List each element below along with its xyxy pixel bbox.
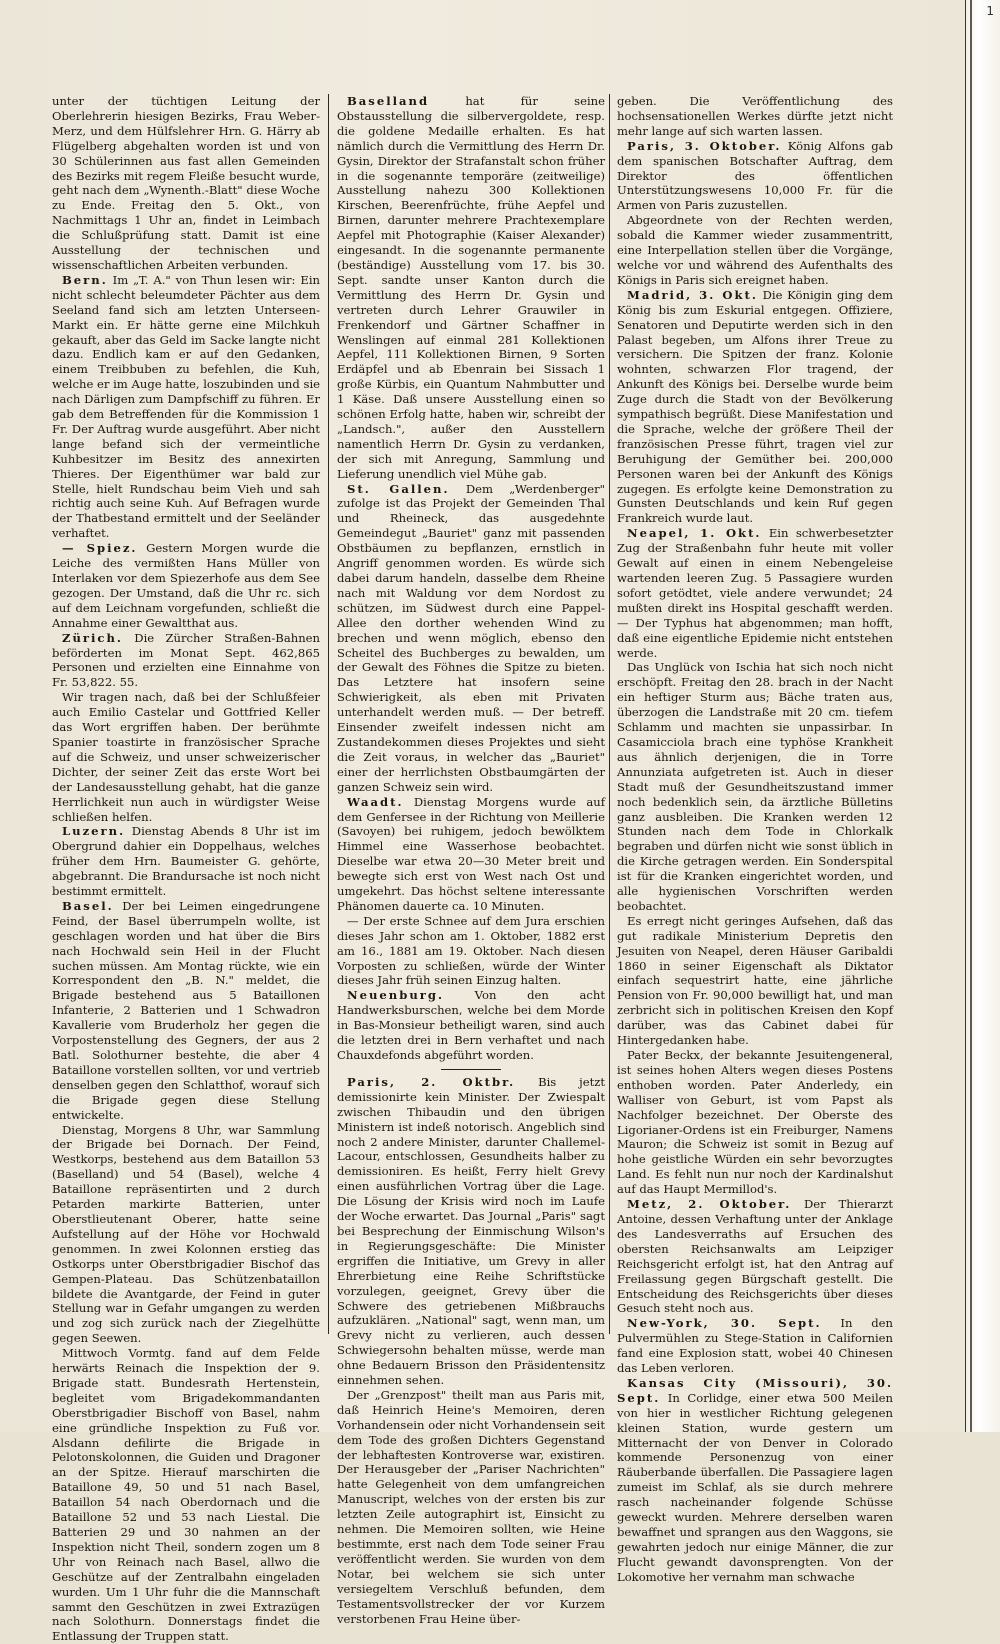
article-paragraph: [617, 1376, 893, 1585]
article-text: Der bei Leimen eingedrungene Feind, der Basel überrumpeln wollte, ist geschlagen worden und hat über die Birs nach Hochwald sein Heil in der Flucht suchen müssen. Am Montag rückte, wie ein Korrespondent den „B. N." meldet, die Brigade bestehend aus 5 Bataillonen Infanterie, 2 Batterien und 1 Schwadron Kavallerie vom Bruderholz her gegen die Vorpostenstellung des Gegners, der aus 2 Batl. Solothurner bestehte, die aber 4 Bataillone vorstellen sollten, vor und vertrieb denselben gegen den Schlatthof, worauf sich die Brigade gegen diese Stellung entwickelte.: [52, 898, 320, 1122]
article-dateline: Paris, 2. Oktbr.: [347, 1074, 516, 1089]
article-dateline: Kansas City (Missouri), 30. Sept.: [617, 1375, 893, 1405]
article-dateline: Neapel, 1. Okt.: [627, 526, 762, 541]
article-text: Bis jetzt demissionirte kein Minister. Der Zwiespalt zwischen Thibaudin und den übrigen Ministern ist indeß notorisch. Angeblich sind noch 2 andere Minister, darunter Challemel-Lacour, entschlossen, Gesundheits halber zu demissioniren. Es heißt, Ferry hielt Grevy einen ausführlichen Vortrag über die Lage. Die Lösung der Krisis wird noch im Laufe der Woche erwartet. Das Journal „Paris" sagt bei Besprechung der Einmischung Wilson's in Regierungsgeschäfte: Die Minister ergriffen die Initiative, um Grevy in aller Ehrerbietung eine Reihe Schriftstücke vorzulegen, geeignet, Grevy über die Schwere des getriebenen Mißbrauchs aufzuklären. „National" sagt, wenn man, um Grevy nicht zu verlieren, auch dessen Schwiegersohn behalten müsse, werde man ohne Bedauern Brisson den Präsidentensitz einnehmen sehen.: [337, 1074, 605, 1388]
article-text: unter der tüchtigen Leitung der Oberlehrerin hiesigen Bezirks, Frau Weber-Merz, und dem Hülfslehrer Hrn. G. Härry ab Flügelberg abgehalten worden ist und von 30 Schülerinnen aus fast allen Gemeinden des Bezirks mit regem Fleiße besucht wurde, geht nach dem „Wynenth.-Blatt" diese Woche zu Ende. Freitag den 5. Okt., von Nachmittags 1 Uhr an, findet in Leimbach die Schlußprüfung statt. Damit ist eine Ausstellung der technischen und wissenschaftlichen Arbeiten verbunden.: [52, 94, 320, 272]
article-dateline: Madrid, 3. Okt.: [627, 287, 758, 302]
article-paragraph: [337, 795, 605, 914]
corner-mark: 1: [986, 4, 994, 18]
article-text: König Alfons gab dem spanischen Botschafter Auftrag, dem Direktor des öffentlichen Unterstützungswesens 10,000 Fr. für die Armen von Paris zuzustellen.: [617, 138, 893, 213]
article-text: Die Königin ging dem König bis zum Eskurial entgegen. Offiziere, Senatoren und Deputirte werden sich in den Palast begeben, um Alfons ihrer Treue zu versichern. Die Spitzen der franz. Kolonie wohnten, schwarzen Flor tragend, der Ankunft des Königs bei. Derselbe wurde beim Zuge durch die Stadt von der Bevölkerung sympathisch begrüßt. Diese Manifestation und die Sprache, welche der größere Theil der französischen Presse führt, tragen viel zur Beruhigung der Gemüther bei. 200,000 Personen waren bei der Ankunft des Königs zugegen. Es erfolgte keine Demonstration zu Gunsten Deutschlands und kein Ruf gegen Frankreich wurde laut.: [617, 287, 893, 526]
article-paragraph: [52, 273, 320, 541]
article-text: In Corlidge, einer etwa 500 Meilen von hier in westlicher Richtung gelegenen kleinen Station, wurde gestern um Mitternacht der von Denver in Colorado kommende Personenzug von einer Räuberbande überfallen. Die Passagiere lagen zumeist im Schlaf, als sie durch mehrere rasch nacheinander folgende Schüsse geweckt wurden. Mehrere derselben waren bewaffnet und sprangen aus den Waggons, sie gewahrten jedoch nur einige Männer, die zur Flucht gewandt davonsprengten. Von der Lokomotive her vernahm man schwache: [617, 1390, 894, 1584]
article-text: Im „T. A." von Thun lesen wir: Ein nicht schlecht beleumdeter Pächter aus dem Seeland fand sich am letzten Unterseen-Markt ein. Er hätte gerne eine Milchkuh gekauft, aber das Geld im Sacke langte nicht dazu. Endlich kam er auf den Gedanken, einem Treibbuben zu befehlen, die Kuh, welche er im Auge hatte, loszubinden und sie nach Därligen zum Dampfschiff zu führen. Er gab dem Betreffenden für die Kommission 1 Fr. Der Auftrag wurde ausgeführt. Aber nicht lange befand sich der vermeintliche Kuhbesitzer im Besitz des annexirten Thieres. Der Eigenthümer war bald zur Stelle, hielt Rundschau beim Vieh und sah richtig auch seine Kuh. Auf Befragen wurde der Thatbestand ermittelt und der Seeländer verhaftet.: [52, 272, 321, 541]
article-text: Dienstag, Morgens 8 Uhr, war Sammlung der Brigade bei Dornach. Der Feind, Westkorps, bestehend aus dem Bataillon 53 (Baselland) und 54 (Basel), welche 4 Bataillone repräsentirten und 2 durch Petarden markirte Batterien, unter Oberstlieutenant Oberer, hatte seine Aufstellung auf der Höhe vor Hochwald genommen. In zwei Kolonnen erstieg das Ostkorps unter Oberstbrigadier Bischof das Gempen-Plateau. Das Schützenbataillon bildete die Avantgarde, der Feind in guter Stellung war in Gefahr umgangen zu werden und zog sich zurück nach der Ziegelhütte gegen Seewen.: [52, 1122, 320, 1346]
article-text: Gestern Morgen wurde die Leiche des vermißten Hans Müller von Interlaken vor dem Spiezerhofe aus dem See gezogen. Der Umstand, daß die Uhr rc. sich auf dem Leichnam vorgefunden, schließt die Annahme einer Gewaltthat aus.: [52, 541, 321, 630]
article-dateline: — Spiez.: [62, 541, 138, 556]
article-dateline: Zürich.: [62, 630, 123, 645]
article-text: geben. Die Veröffentlichung des hochsensationellen Werkes dürfte jetzt nicht mehr lange auf sich warten lassen.: [617, 94, 893, 138]
article-paragraph: [337, 1075, 605, 1388]
article-paragraph: [617, 213, 893, 288]
article-dateline: Neuenburg.: [347, 988, 444, 1003]
page-edge: [965, 0, 1000, 1432]
article-text: — Der erste Schnee auf dem Jura erschien dieses Jahr schon am 1. Oktober, 1882 erst am 16., 1881 am 19. Oktober. Nach diesen Vorposten zu schließen, würde der Winter dieses Jahr früh seinen Einzug halten.: [337, 913, 605, 988]
article-paragraph: [617, 660, 893, 913]
column-rule-2: [609, 94, 610, 1334]
article-dateline: Metz, 2. Oktober.: [627, 1197, 792, 1212]
article-paragraph: [52, 94, 320, 273]
article-text: Das Unglück von Ischia hat sich noch nicht erschöpft. Freitag den 28. brach in der Nacht ein heftiger Sturm aus; Bäche traten aus, überzogen die Landstraße mit 20 cm. tiefem Schlamm und machten sie unpassirbar. In Casamicciola brach eine typhöse Krankheit aus ähnlich derjenigen, die in Torre Annunziata aufgetreten ist. Auch in dieser Stadt muß der Gesundheitszustand immer noch bedenklich sein, da ärztliche Bülletins ganz ausbleiben. Die Kranken werden 12 Stunden nach dem Tode in Chlorkalk begraben und dürfen nicht wie sonst üblich in die Kirche getragen werden. Ein Sonderspital ist für die Kranken eingerichtet worden, und alle hygienischen Vorschriften werden beobachtet.: [617, 660, 893, 913]
article-paragraph: [337, 914, 605, 989]
article-text: Die Zürcher Straßen-Bahnen beförderten im Monat Sept. 462,865 Personen und erzielten eine Einnahme von Fr. 53,822. 55.: [52, 630, 320, 690]
column-1: [52, 94, 321, 1644]
article-paragraph: [337, 988, 605, 1063]
article-paragraph: [52, 690, 320, 824]
article-paragraph: [337, 94, 605, 482]
article-text: Der Thierarzt Antoine, dessen Verhaftung unter der Anklage des Landesverraths auf Ersuchen des obersten Reichsanwalts am Leipziger Reichsgericht erfolgt ist, hat den Antrag auf Freilassung gegen Bürgschaft gestellt. Die Entscheidung des Reichsgerichts über dieses Gesuch steht noch aus.: [617, 1197, 893, 1316]
article-dateline: St. Gallen.: [347, 481, 450, 496]
article-text: Es erregt nicht geringes Aufsehen, daß das gut radikale Ministerium Depretis den Jesuiten von Neapel, deren Häuser Garibaldi 1860 in seiner Eigenschaft als Diktator einfach sequestrirt hatte, eine jährliche Pension von Fr. 90,000 bewilligt hat, und man zerbricht sich in politischen Kreisen den Kopf darüber, was das Cabinet dabei für Hintergedanken habe.: [617, 913, 893, 1048]
column-3: [617, 94, 894, 1584]
article-text: Der „Grenzpost" theilt man aus Paris mit, daß Heinrich Heine's Memoiren, deren Vorhandensein oder nicht Vorhandensein seit dem Tode des großen Dichters Gegenstand der lebhaftesten Kontroverse war, existiren. Der Herausgeber der „Pariser Nachrichten" hatte Gelegenheit von dem umfangreichen Manuscript, welches von der ersten bis zur letzten Zeile autographirt ist, Einsicht zu nehmen. Die Memoiren sollten, wie Heine bestimmte, erst nach dem Tode seiner Frau veröffentlicht werden. Sie wurden von dem Notar, bei welchem sie sich unter versiegeltem Verschluß befunden, dem Testamentsvollstrecker der vor Kurzem verstorbenen Frau Heine über-: [337, 1387, 605, 1626]
article-paragraph: [617, 914, 893, 1048]
article-paragraph: [52, 1123, 320, 1347]
article-paragraph: [617, 1048, 893, 1197]
article-paragraph: [617, 526, 893, 660]
article-paragraph: [52, 899, 320, 1123]
article-dateline: New-York, 30. Sept.: [627, 1316, 822, 1331]
column-2: [337, 94, 606, 1626]
article-dateline: Bern.: [62, 272, 108, 287]
article-paragraph: [617, 94, 893, 139]
article-paragraph: [617, 1316, 893, 1376]
article-text: Dem „Werdenberger" zufolge ist das Projekt der Gemeinden Thal und Rheineck, das ausgedehnte Gemeindegut „Bauriet" ganz mit passenden Obstbäumen zu bepflanzen, ernstlich in Angriff genommen worden. Es würde sich dabei darum handeln, dasselbe dem Rheine nach mit Waldung vor dem Nordost zu schützen, im Südwest durch eine Pappel-Allee den dorther wehenden Wind zu brechen und wenn möglich, ebenso den Scheitel des Buchberges zu bewalden, um der Gewalt des Föhnes die Spitze zu bieten. Das Letztere hat insofern seine Schwierigkeit, als eben mit Privaten unterhandelt werden muß. — Der betreff. Einsender zweifelt indessen nicht am Zustandekommen dieses Projektes und sieht die Zeit voraus, in welcher das „Bauriet" einer der herrlichsten Obstbaumgärten der ganzen Schweiz sein wird.: [337, 481, 605, 794]
article-dateline: Waadt.: [347, 794, 404, 809]
article-text: Pater Beckx, der bekannte Jesuitengeneral, ist seines hohen Alters wegen dieses Postens enthoben worden. Pater Anderledy, ein Walliser von Geburt, ist vom Papst als Nachfolger bezeichnet. Der Oberste des Ligorianer-Ordens ist ein Freiburger, Namens Mauron; die Schweiz ist somit in Bezug auf hohe geistliche Würden ein sehr bevorzugtes Land. Es fehlt nun nur noch der Kardinalshut auf das Haupt Mermillod's.: [617, 1048, 893, 1197]
article-text: hat für seine Obstausstellung die silbervergoldete, resp. die goldene Medaille erhalten. Es hat nämlich durch die Vermittlung des Herrn Dr. Gysin, Direktor der Strafanstalt schon früher in die sogenannte temporäre (zeitweilige) Ausstellung nahezu 300 Kollektionen Kirschen, Beerenfrüchte, frühe Aepfel und Birnen, darunter mehrere Prachtexemplare Aepfel mit Photographie (Kaiser Alexander) eingesandt. In die sogenannte permanente (beständige) Ausstellung vom 17. bis 30. Sept. sandte unser Kanton durch die Vermittlung des Herrn Dr. Gysin und vertreten durch Lehrer Grauwiler in Frenkendorf und Gärtner Schaffner in Wenslingen auf einmal 281 Kollektionen Aepfel, 111 Kollektionen Birnen, 9 Sorten Erdäpfel und ab Ebenrain bei Sissach 1 große Kürbis, ein Quantum Nahmbutter und 1 Käse. Daß unsere Ausstellung einen so schönen Erfolg hatte, haben wir, schreibt der „Landsch.", außer den Ausstellern namentlich Herrn Dr. Gysin zu verdanken, der sich mit Anregung, Sammlung und Lieferung unendlich viel Mühe gab.: [337, 94, 605, 481]
article-text: Von den acht Handwerksburschen, welche bei dem Morde in Bas-Monsieur betheiligt waren, sind auch die letzten drei in Bern verhaftet und nach Chauxdefonds abgeführt worden.: [337, 988, 605, 1062]
article-text: Dienstag Abends 8 Uhr ist im Obergrund dahier ein Doppelhaus, welches früher dem Hrn. Baumeister G. gehörte, abgebrannt. Die Brandursache ist noch nicht bestimmt ermittelt.: [52, 824, 320, 899]
article-paragraph: [337, 482, 605, 795]
article-text: Dienstag Morgens wurde auf dem Genfersee in der Richtung von Meillerie (Savoyen) bei ruhigem, jedoch bewölktem Himmel eine Wasserhose beobachtet. Dieselbe war etwa 20—30 Meter breit und bewegte sich erst von West nach Ost und umgekehrt. Das höchst seltene interessante Phänomen dauerte ca. 10 Minuten.: [337, 794, 606, 913]
article-dateline: Paris, 3. Oktober.: [627, 138, 782, 153]
article-paragraph: [617, 1197, 893, 1316]
article-paragraph: [52, 541, 320, 630]
article-text: Wir tragen nach, daß bei der Schlußfeier auch Emilio Castelar und Gottfried Keller das Wort ergriffen haben. Der berühmte Spanier toastirte in französischer Sprache auf die Schweiz, und unser schweizerischer Dichter, der seiner Zeit das erste Wort bei der Landesausstellung gehabt, hat die ganze Herrlichkeit nun auch in würdigster Weise schließen helfen.: [52, 690, 320, 824]
article-paragraph: [617, 288, 893, 527]
article-paragraph: [52, 824, 320, 899]
article-paragraph: [337, 1388, 605, 1627]
column-rule-1: [328, 94, 329, 1334]
article-paragraph: [52, 631, 320, 691]
article-text: In den Pulvermühlen zu Stege-Station in Californien fand eine Explosion statt, wobei 40 Chinesen das Leben verloren.: [617, 1316, 894, 1376]
article-text: Mittwoch Vormtg. fand auf dem Felde herwärts Reinach die Inspektion der 9. Brigade statt. Bundesrath Hertenstein, begleitet vom Brigadekommandanten Oberstbrigadier Bischoff von Basel, nahm eine gründliche Inspektion zu Fuß vor. Alsdann defilirte die Brigade in Pelotonskolonnen, die Guiden und Dragoner an der Spitze. Hierauf marschirten die Bataillone 49, 50 und 51 nach Basel, Bataillon 54 nach Oberdornach und die Bataillone 52 und 53 nach Liestal. Die Batterien 29 und 30 nahmen an der Inspektion nicht Theil, sondern zogen um 8 Uhr von Reinach nach Basel, allwo die Geschütze auf der Zentralbahn eingeladen wurden. Um 1 Uhr fuhr die die Mannschaft sammt den Geschützen in zwei Extrazügen nach Solothurn. Donnerstags findet die Entlassung der Truppen statt.: [52, 1346, 320, 1644]
article-text: Abgeordnete von der Rechten werden, sobald die Kammer wieder zusammentritt, eine Interpellation stellen über die Vorgänge, welche vor und während des Aufenthalts des Königs in Paris sich ereignet haben.: [617, 213, 893, 287]
article-dateline: Basel.: [62, 898, 114, 913]
article-paragraph: [617, 139, 893, 214]
article-paragraph: [52, 1346, 320, 1644]
article-dateline: Luzern.: [62, 824, 126, 839]
section-separator: [441, 1069, 501, 1070]
fold-line: [970, 0, 972, 1432]
article-text: Ein schwerbesetzter Zug der Straßenbahn fuhr heute mit voller Gewalt auf einen in einem Nebengeleise wartenden leeren Zug. 5 Passagiere wurden sofort getödtet, viele andere verwundet; 24 mußten direkt ins Hospital geschafft werden. — Der Typhus hat abgenommen; man hofft, daß eine eigentliche Epidemie nicht entstehen werde.: [617, 526, 894, 660]
article-dateline: Baselland: [347, 94, 430, 108]
